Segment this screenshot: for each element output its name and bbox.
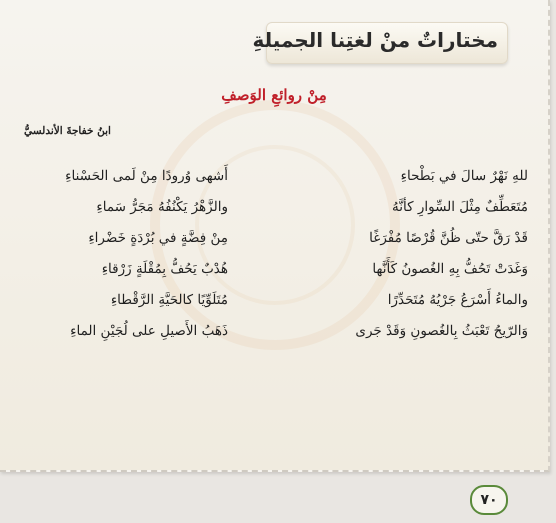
page-number: ٧٠ xyxy=(470,485,508,515)
verse-2-first-hemistich: مُتَعَطِّفٌ مِثْلَ السِّوارِ كأنَّهُ xyxy=(392,199,528,215)
verse-4-second-hemistich: هُدْبٌ يَحُفُّ بِمُقْلَةٍ زَرْقاءِ xyxy=(101,261,228,277)
verse-6-first-hemistich: وَالرّيحُ تَعْبَثُ بِالغُصونِ وَقَدْ جَرى xyxy=(355,323,528,339)
verse-6-second-hemistich: ذَهَبُ الأَصيلِ على لُجَيْنِ الماءِ xyxy=(70,323,228,339)
page-title: مختاراتٌ منْ لغتِنا الجميلةِ xyxy=(252,28,498,52)
verse-2-second-hemistich: والزَّهْرُ يَكْنُفُهُ مَجَرُّ سَماءِ xyxy=(96,199,228,215)
section-title: مِنْ روائعِ الوَصفِ xyxy=(221,86,327,104)
verse-1-second-hemistich: أَشهى وُرودًا مِنْ لَمى الحَسْناءِ xyxy=(65,168,228,184)
verse-1-first-hemistich: للهِ نَهْرٌ سالَ في بَطْحاءِ xyxy=(400,168,528,184)
verse-3-second-hemistich: مِنْ فِضَّةٍ في بُرْدَةٍ خَضْراءِ xyxy=(88,230,228,246)
verse-3-first-hemistich: قَدْ رَقَّ حتّى ظُنَّ قُرْصًا مُفْرَغًا xyxy=(369,230,528,246)
verse-5-first-hemistich: والماءُ أَسْرَعُ جَرْيُهُ مُتَحَدِّرًا xyxy=(387,292,528,308)
verse-5-second-hemistich: مُتَلَوِّيًا كالحَيَّةِ الرَّقْطاءِ xyxy=(110,292,228,308)
poet-name: ابنُ خفاجةَ الأندلسيُّ xyxy=(24,125,111,137)
watermark-seal xyxy=(150,100,400,350)
verse-4-first-hemistich: وَغَدَتْ تَحُفُّ بِهِ الغُصونُ كَأَنَّها xyxy=(372,261,528,277)
